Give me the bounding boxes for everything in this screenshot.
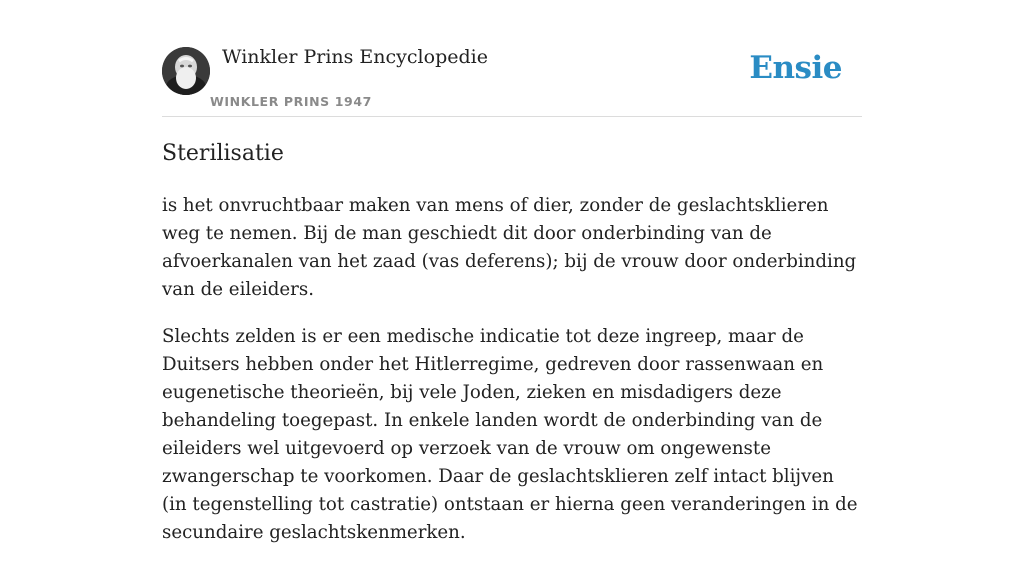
article-body xyxy=(162,192,862,566)
source-title[interactable]: Winkler Prins Encyclopedie xyxy=(222,46,488,68)
article-title: Sterilisatie xyxy=(162,141,284,166)
article-header xyxy=(162,0,862,117)
brand-logo[interactable]: Ensie xyxy=(749,50,842,86)
article-card xyxy=(162,0,862,543)
article-paragraph: Slechts zelden is er een medische indicatie tot deze ingreep, maar de Duitsers hebben onder het Hitlerregime, gedreven door rassenwaan en eugenetische theorieën, bij vele Joden, zieken en misdadigers deze behandeling toegepast. In enkele landen wordt de onderbinding van de eileiders wel uitgevoerd op verzoek van de vrouw om ongewenste zwangerschap te voorkomen. Daar de geslachtsklieren zelf intact blijven (in tegenstelling tot castratie) ontstaan er hierna geen veranderingen in de secundaire geslachtskenmerken. xyxy=(162,326,858,543)
source-subtitle[interactable]: WINKLER PRINS 1947 xyxy=(210,94,372,109)
author-avatar[interactable] xyxy=(162,47,210,95)
bearded-man-portrait-icon xyxy=(162,47,210,95)
article-paragraph: is het onvruchtbaar maken van mens of dier, zonder de geslachtsklieren weg te nemen. Bij de man geschiedt dit door onderbinding van de afvoerkanalen van het zaad (vas deferens); bij de vrouw door onderbinding van de eileiders. xyxy=(162,195,857,300)
